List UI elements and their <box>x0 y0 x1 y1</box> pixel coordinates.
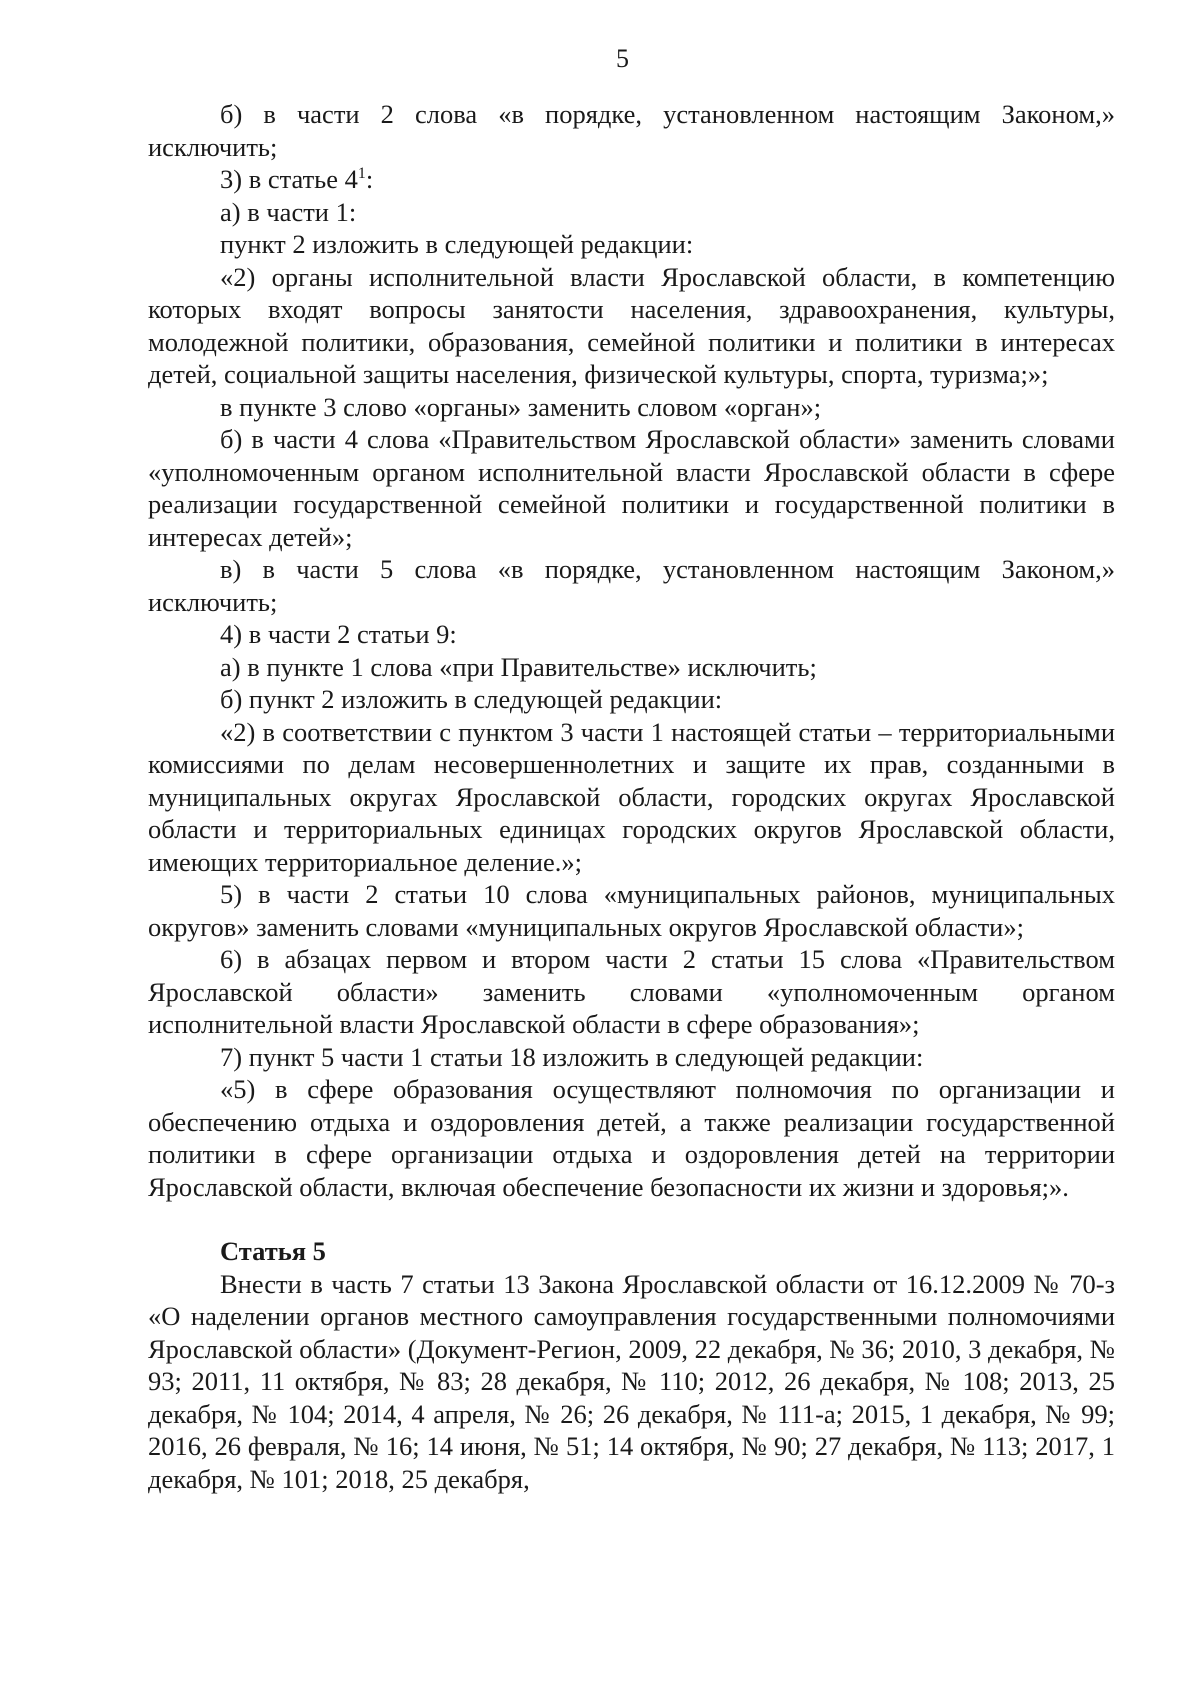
superscript: 1 <box>357 165 366 183</box>
paragraph: в пункте 3 слово «органы» заменить словом «орган»; <box>220 391 822 422</box>
document-body <box>148 98 1115 1495</box>
paragraph-suffix: : <box>365 164 374 194</box>
paragraph: а) в части 1: <box>220 196 357 227</box>
paragraph: «2) органы исполнительной власти Ярославской области, в компетенцию которых входят вопросы занятости населения, здравоохранения, культуры, молодежной политики, образования, семейной политики и политики в интересах детей, социальной защиты населения, физической культуры, спорта, туризма;»; <box>148 261 1115 389</box>
paragraph: 4) в части 2 статьи 9: <box>220 619 457 649</box>
paragraph-article-4-1 <box>148 163 1115 196</box>
article-5-text: Внести в часть 7 статьи 13 Закона Ярославской области от 16.12.2009 № 70-з «О наделении органов местного самоуправления государственными полномочиями Ярославской области» (Документ-Регион, 2009, 22 декабря, № 36; 2010, 3 декабря, № 93; 2011, 11 октября, № 83; 28 декабря, № 110; 2012, 26 декабря, № 108; 2013, 25 декабря, № 104; 2014, 4 апреля, № 26; 26 декабря, № 111-а; 2015, 1 декабря, № 99; 2016, 26 февраля, № 16; 14 июня, № 51; 14 октября, № 90; 27 декабря, № 113; 2017, 1 декабря, № 101; 2018, 25 декабря, <box>148 1268 1115 1494</box>
paragraph: б) пункт 2 изложить в следующей редакции: <box>220 684 723 714</box>
paragraph: «2) в соответствии с пунктом 3 части 1 настоящей статьи – территориальными комиссиями по делам несовершеннолетних и защите их прав, созданными в муниципальных округах Ярославской области, городских округах Ярославской области и территориальных единицах городских округов Ярославской области, имеющих территориальное деление.»; <box>148 716 1115 877</box>
paragraph: «5) в сфере образования осуществляют полномочия по организации и обеспечению отдыха и оздоровления детей, а также реализации государственной политики в сфере организации отдыха и оздоровления детей на территории Ярославской области, включая обеспечение безопасности их жизни и здоровья;». <box>148 1074 1115 1202</box>
paragraph: 6) в абзацах первом и втором части 2 статьи 15 слова «Правительством Ярославской области» заменить словами «уполномоченным органом исполнительной власти Ярославской области в сфере образования»; <box>148 944 1115 1039</box>
paragraph: б) в части 4 слова «Правительством Ярославской области» заменить словами «уполномоченным органом исполнительной власти Ярославской области в сфере реализации государственной семейной политики и государственной политики в интересах детей»; <box>148 424 1115 552</box>
paragraph: в) в части 5 слова «в порядке, установленном настоящим Законом,» исключить; <box>148 554 1115 617</box>
paragraph: 7) пункт 5 части 1 статьи 18 изложить в следующей редакции: <box>220 1041 924 1072</box>
page-number: 5 <box>616 44 629 73</box>
paragraph: пункт 2 изложить в следующей редакции: <box>220 229 694 259</box>
article-5-heading: Статья 5 <box>220 1236 326 1266</box>
paragraph-text: 3) в статье 4 <box>220 164 358 194</box>
paragraph: а) в пункте 1 слова «при Правительстве» исключить; <box>220 651 817 682</box>
paragraph: 5) в части 2 статьи 10 слова «муниципальных районов, муниципальных округов» заменить словами «муниципальных округов Ярославской области»; <box>148 879 1115 942</box>
paragraph: б) в части 2 слова «в порядке, установленном настоящим Законом,» исключить; <box>148 99 1115 162</box>
